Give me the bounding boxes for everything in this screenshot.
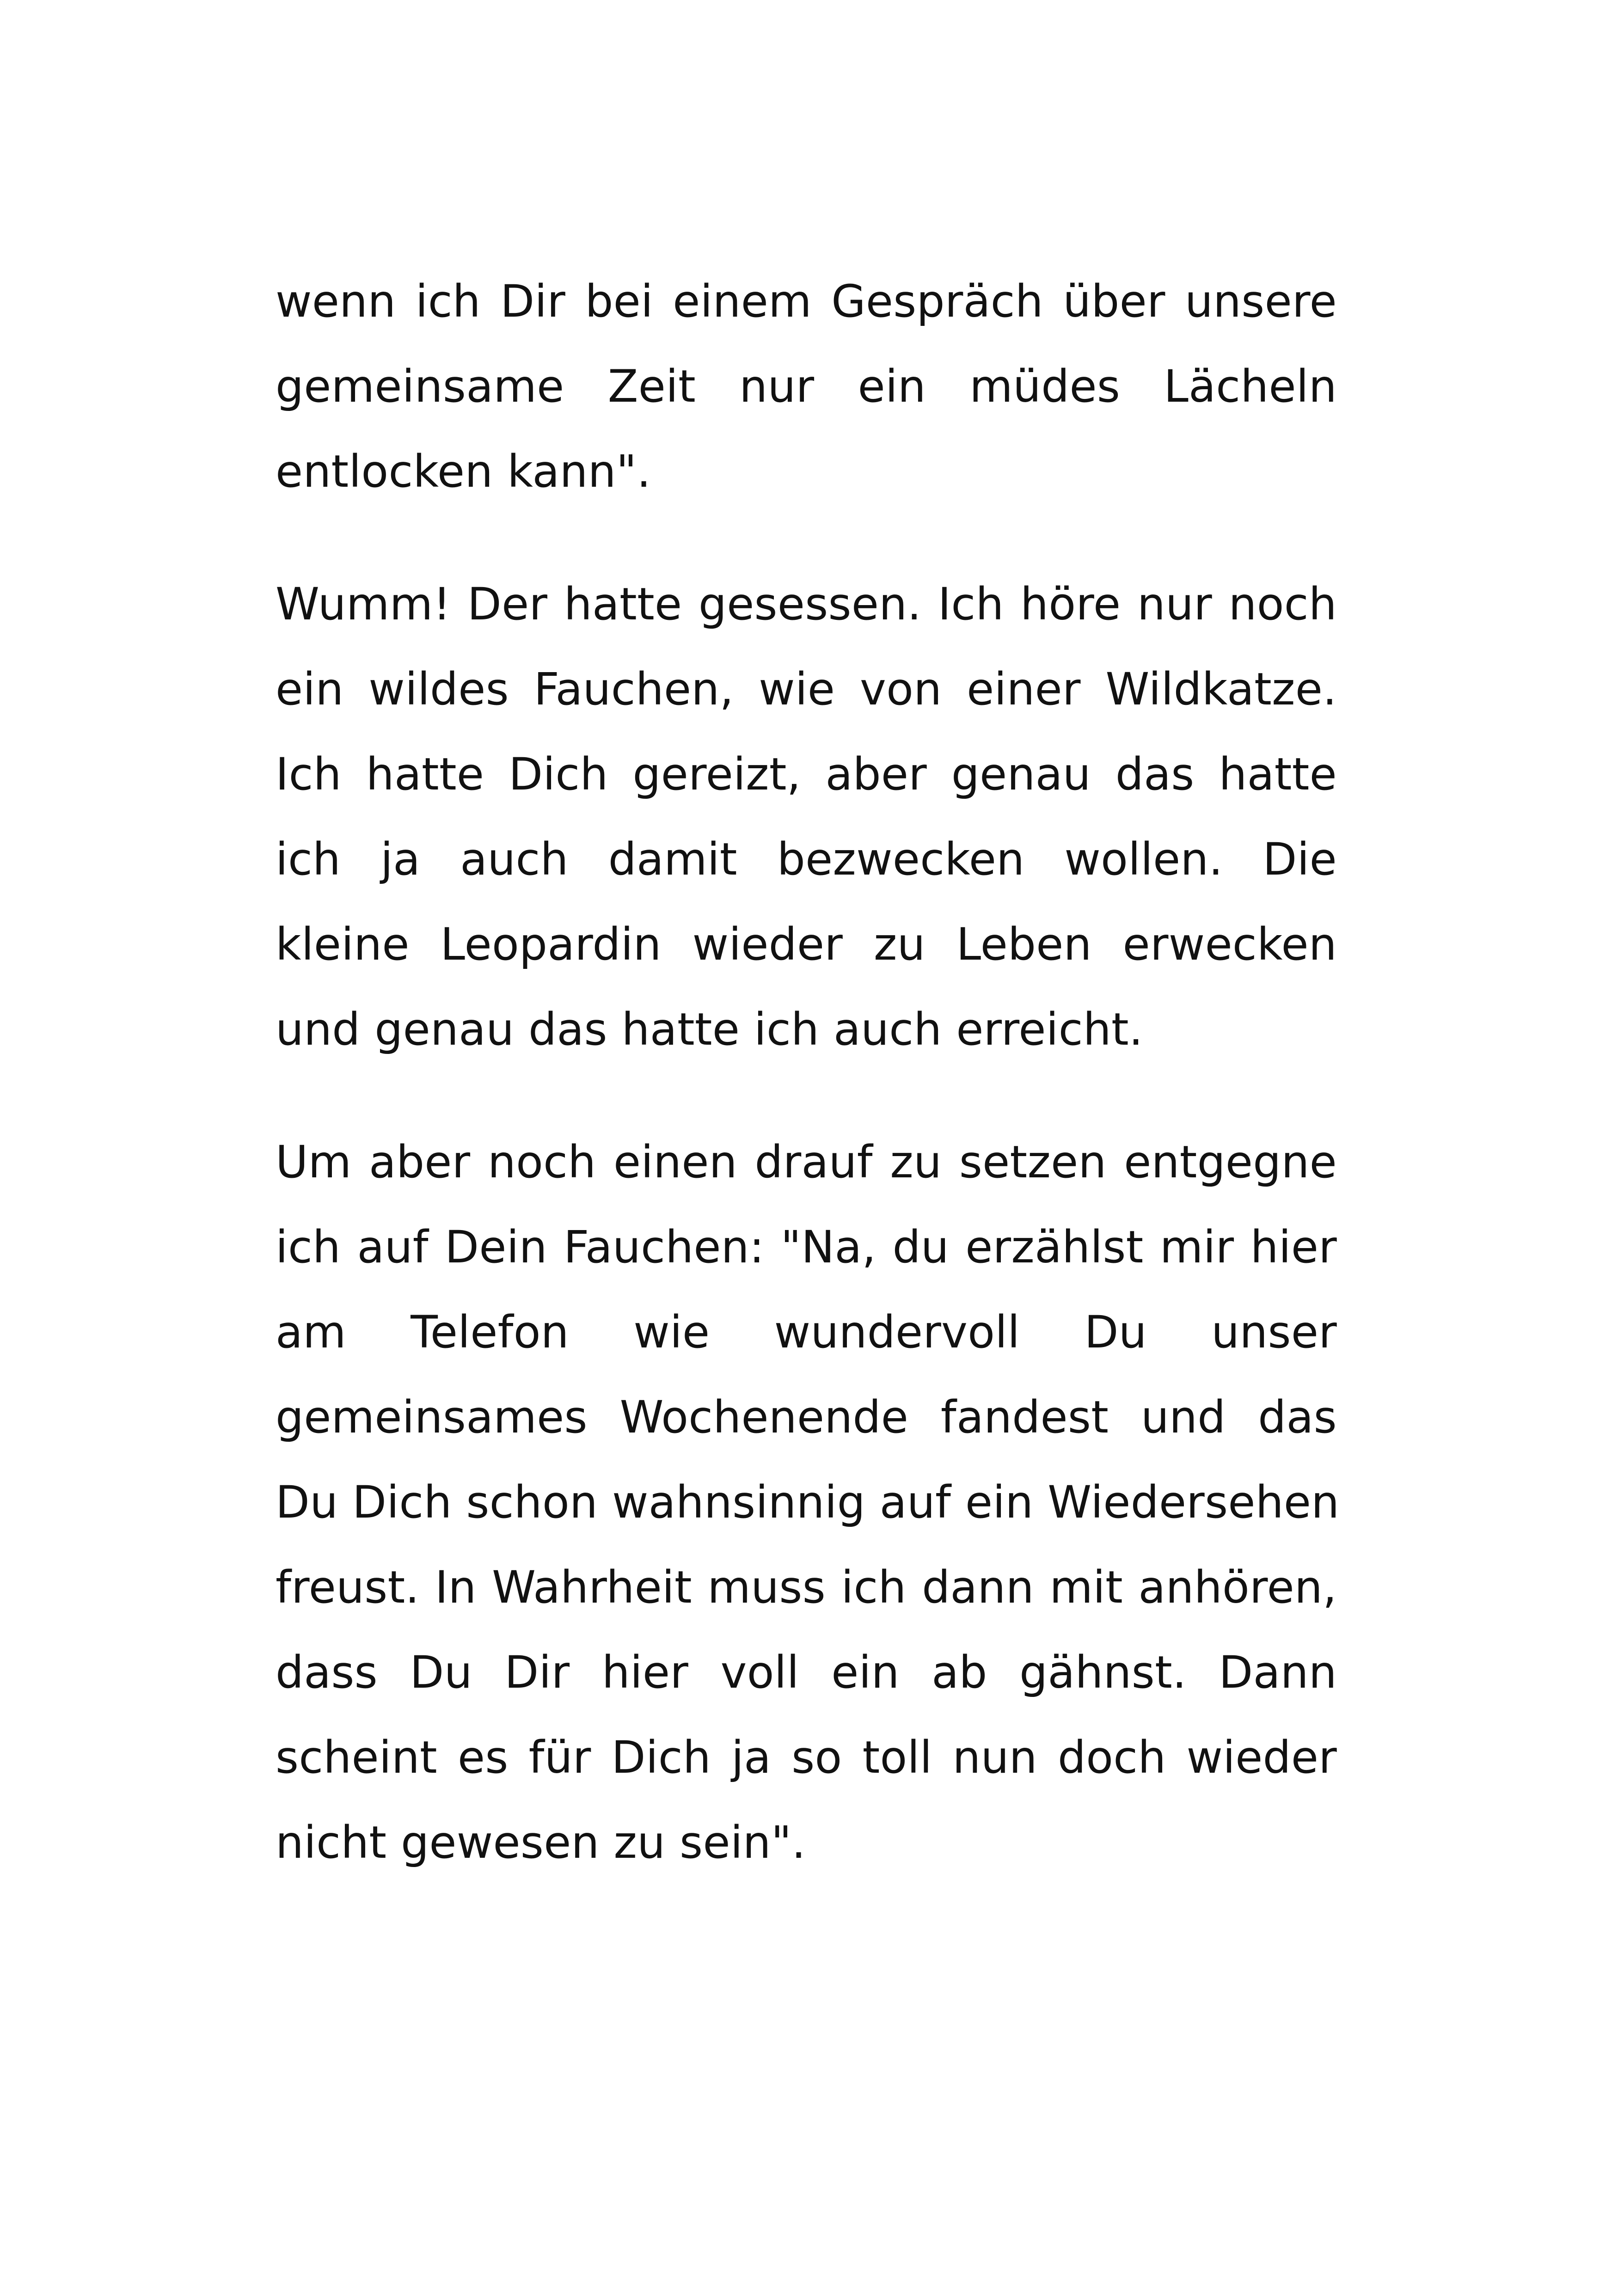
text-line: entlocken kann". xyxy=(276,446,651,497)
text-line: kleine Leopardin wieder zu Leben erwecken xyxy=(276,918,1337,970)
text-line: ein wildes Fauchen, wie von einer Wildkatze. xyxy=(276,663,1337,715)
text-line: Ich hatte Dich gereizt, aber genau das hatte xyxy=(276,748,1337,800)
paragraph-2 xyxy=(276,562,1337,1072)
text-line: und genau das hatte ich auch erreicht. xyxy=(276,1004,1143,1055)
text-line: ich ja auch damit bezwecken wollen. Die xyxy=(276,833,1337,885)
text-line: gemeinsame Zeit nur ein müdes Lächeln xyxy=(276,361,1337,412)
body-text xyxy=(276,259,1340,1933)
paragraph-1 xyxy=(276,259,1337,514)
text-line: scheint es für Dich ja so toll nun doch wieder xyxy=(276,1732,1337,1783)
text-line: am Telefon wie wundervoll Du unser xyxy=(276,1306,1337,1358)
paragraph-3 xyxy=(276,1120,1340,1885)
text-line: ich auf Dein Fauchen: "Na, du erzählst mir hier xyxy=(276,1221,1337,1273)
text-line: dass Du Dir hier voll ein ab gähnst. Dann xyxy=(276,1647,1337,1698)
text-line: wenn ich Dir bei einem Gespräch über unsere xyxy=(276,276,1337,327)
text-line: Du Dich schon wahnsinnig auf ein Wiedersehen xyxy=(276,1476,1340,1528)
text-line: Wumm! Der hatte gesessen. Ich höre nur noch xyxy=(276,578,1337,630)
text-line: nicht gewesen zu sein". xyxy=(276,1817,806,1868)
text-line: gemeinsames Wochenende fandest und das xyxy=(276,1391,1337,1443)
text-line: freust. In Wahrheit muss ich dann mit anhören, xyxy=(276,1561,1337,1613)
text-line: Um aber noch einen drauf zu setzen entgegne xyxy=(276,1136,1337,1188)
